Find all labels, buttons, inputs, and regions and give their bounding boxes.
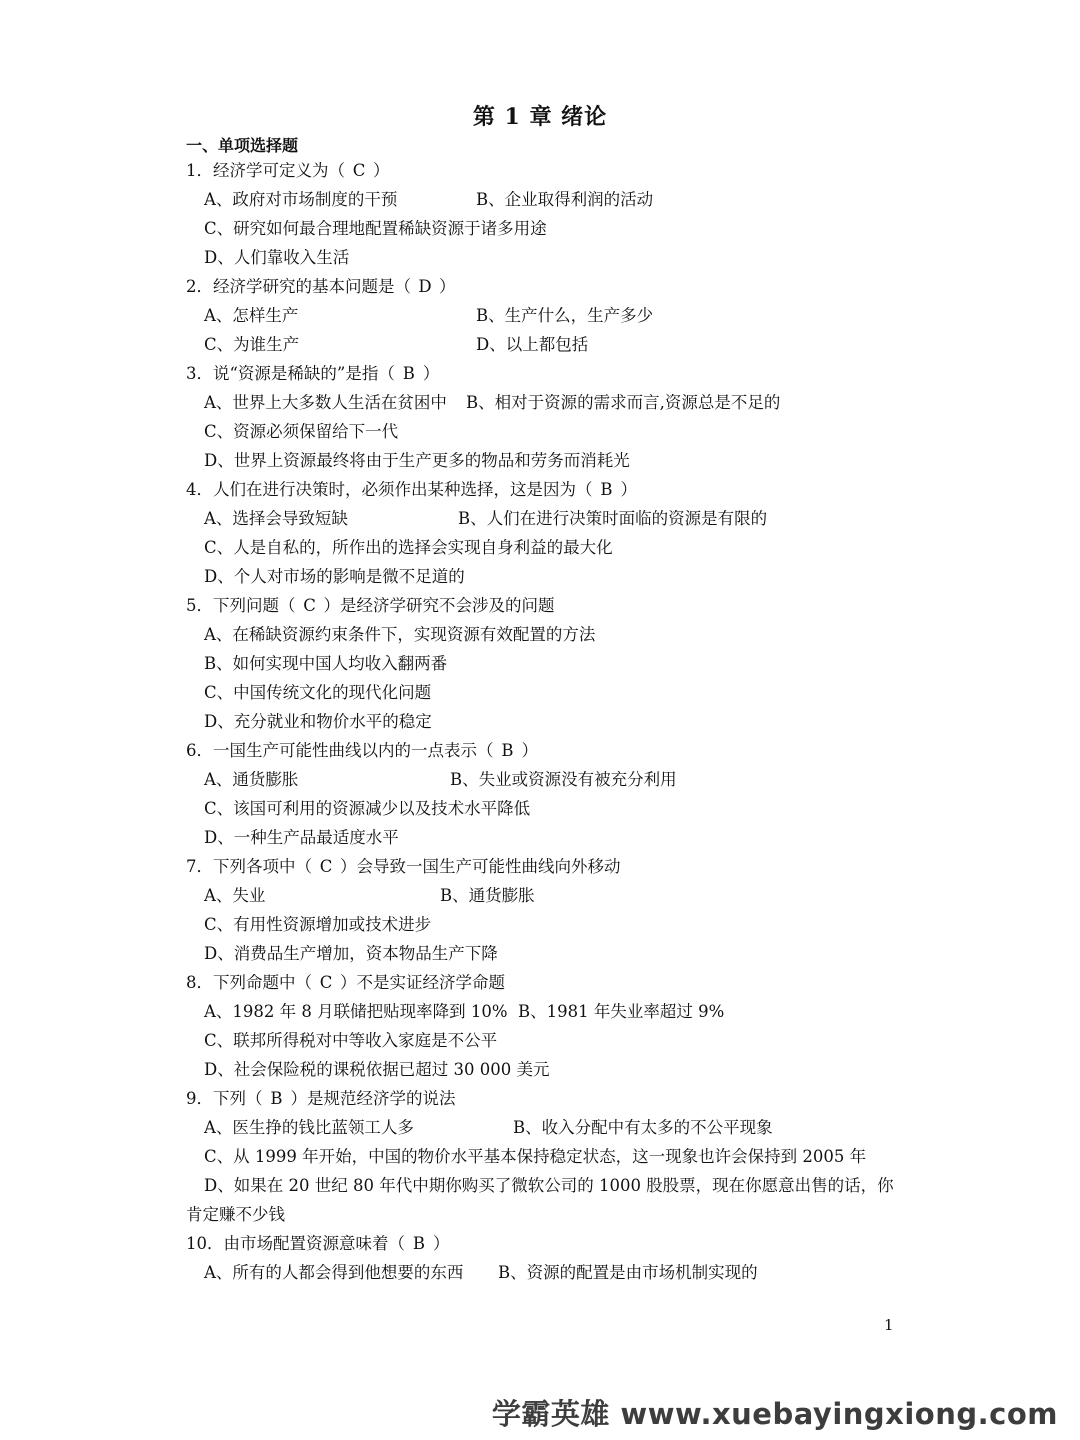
question-stem-suffix: ）	[422, 364, 440, 383]
answer-letter: B	[412, 1234, 426, 1253]
option-text: D、充分就业和物价水平的稳定	[204, 712, 432, 731]
question-stem-prefix: 9．下列（	[186, 1089, 263, 1108]
option-text: A、怎样生产	[204, 306, 299, 325]
option-row	[186, 881, 901, 910]
option-text: C、研究如何最合理地配置稀缺资源于诸多用途	[204, 219, 547, 238]
option-text: A、所有的人都会得到他想要的东西	[204, 1263, 464, 1282]
option-text: A、失业	[204, 886, 266, 905]
option-row	[186, 997, 901, 1026]
option-text: B、人们在进行决策时面临的资源是有限的	[458, 509, 768, 528]
question-stem-suffix: ）	[433, 1234, 450, 1253]
question-item	[186, 736, 901, 852]
option-row	[186, 1113, 901, 1142]
option-text: B、1981 年失业率超过 9%	[518, 1002, 725, 1021]
question-item	[186, 359, 901, 475]
option-text: C、该国可利用的资源减少以及技术水平降低	[204, 799, 531, 818]
option-text: A、在稀缺资源约束条件下，实现资源有效配置的方法	[204, 625, 596, 644]
question-stem-prefix: 3．说“资源是稀缺的”是指（	[186, 364, 395, 383]
option-text: B、生产什么，生产多少	[476, 306, 654, 325]
question-stem-suffix: ）是经济学研究不会涉及的问题	[323, 596, 555, 615]
question-stem-suffix: ）	[373, 161, 390, 180]
option-text: A、选择会导致短缺	[204, 509, 348, 528]
question-stem	[186, 968, 901, 997]
question-stem-suffix: ）	[521, 741, 538, 760]
option-text: D、消费品生产增加，资本物品生产下降	[204, 944, 498, 963]
watermark-logo-text: 学霸英雄 www.xuebayingxiong.com	[491, 1397, 1058, 1431]
question-stem-prefix: 1．经济学可定义为（	[186, 161, 345, 180]
option-text: D、一种生产品最适度水平	[204, 828, 399, 847]
option-text: C、有用性资源增加或技术进步	[204, 915, 432, 934]
option-text: D、世界上资源最终将由于生产更多的物品和劳务而消耗光	[204, 451, 630, 470]
option-text: C、资源必须保留给下一代	[204, 422, 399, 441]
answer-letter: B	[600, 480, 613, 499]
question-stem-prefix: 5．下列问题（	[186, 596, 296, 615]
option-row	[186, 185, 901, 214]
option-text: C、为谁生产	[204, 335, 300, 354]
question-stem-prefix: 4．人们在进行决策时，必须作出某种选择，这是因为（	[186, 480, 593, 499]
option-text: D、以上都包括	[476, 335, 589, 354]
question-item	[186, 968, 901, 1084]
question-stem-suffix: ）是规范经济学的说法	[290, 1089, 456, 1108]
answer-letter: C	[303, 596, 316, 615]
question-stem	[186, 156, 901, 185]
answer-letter: C	[352, 161, 366, 180]
question-stem	[186, 1084, 901, 1113]
question-stem	[186, 359, 901, 388]
option-text: D、个人对市场的影响是微不足道的	[204, 567, 465, 586]
option-text: B、收入分配中有太多的不公平现象	[513, 1118, 773, 1137]
option-text: D、人们靠收入生活	[204, 248, 350, 267]
chapter-title: 第 1 章 绪论	[472, 104, 608, 130]
option-text: A、通货膨胀	[204, 770, 299, 789]
question-stem-prefix: 6．一国生产可能性曲线以内的一点表示（	[186, 741, 494, 760]
question-stem-suffix: ）	[439, 277, 456, 296]
option-text: B、失业或资源没有被充分利用	[450, 770, 677, 789]
option-text: B、通货膨胀	[440, 886, 535, 905]
option-text: A、1982 年 8 月联储把贴现率降到 10%	[204, 1002, 508, 1021]
option-text: B、相对于资源的需求而言,资源总是不足的	[466, 393, 781, 412]
question-stem-prefix: 2．经济学研究的基本问题是（	[186, 277, 411, 296]
question-stem	[186, 272, 901, 301]
answer-letter: D	[418, 277, 432, 296]
option-text: C、人是自私的，所作出的选择会实现自身利益的最大化	[204, 538, 613, 557]
answer-letter: C	[319, 973, 333, 992]
question-stem-prefix: 8．下列命题中（	[186, 973, 312, 992]
page-number: 1	[884, 1316, 894, 1334]
question-item	[186, 1229, 901, 1287]
option-text: A、政府对市场制度的干预	[204, 190, 398, 209]
option-text: B、企业取得利润的活动	[476, 190, 654, 209]
question-stem	[186, 852, 901, 881]
question-item	[186, 475, 901, 591]
option-text: D、社会保险税的课税依据已超过 30 000 美元	[204, 1060, 550, 1079]
option-row	[186, 765, 901, 794]
answer-letter: B	[501, 741, 514, 760]
question-item	[186, 852, 901, 968]
option-row	[186, 330, 901, 359]
question-stem-prefix: 7．下列各项中（	[186, 857, 312, 876]
question-stem	[186, 475, 901, 504]
question-stem	[186, 591, 901, 620]
option-text: B、资源的配置是由市场机制实现的	[498, 1263, 758, 1282]
option-text: C、从 1999 年开始，中国的物价水平基本保持稳定状态，这一现象也许会保持到 2005 年	[204, 1147, 867, 1166]
answer-letter: B	[402, 364, 415, 383]
question-stem	[186, 1229, 901, 1258]
answer-letter: B	[270, 1089, 283, 1108]
option-text: B、如何实现中国人均收入翻两番	[204, 654, 448, 673]
question-stem	[186, 736, 901, 765]
question-list	[186, 156, 901, 1287]
question-stem-suffix: ）	[620, 480, 637, 499]
option-row	[186, 1258, 901, 1287]
answer-letter: C	[319, 857, 333, 876]
question-item	[186, 591, 901, 736]
option-text: A、世界上大多数人生活在贫困中	[204, 393, 447, 412]
option-text: D、如果在 20 世纪 80 年代中期你购买了微软公司的 1000 股股票，现在你愿意出售的话，你肯定赚不少钱	[186, 1176, 894, 1224]
question-item	[186, 272, 901, 359]
section-heading: 一、单项选择题	[186, 136, 299, 155]
question-item	[186, 1084, 901, 1229]
question-stem-prefix: 10．由市场配置资源意味着（	[186, 1234, 405, 1253]
option-row	[186, 301, 901, 330]
question-stem-suffix: ）不是实证经济学命题	[340, 973, 505, 992]
option-text: C、联邦所得税对中等收入家庭是不公平	[204, 1031, 498, 1050]
option-text: A、医生挣的钱比蓝领工人多	[204, 1118, 414, 1137]
option-row	[186, 388, 901, 417]
question-item	[186, 156, 901, 272]
option-text: C、中国传统文化的现代化问题	[204, 683, 432, 702]
option-row	[186, 504, 901, 533]
question-stem-suffix: ）会导致一国生产可能性曲线向外移动	[340, 857, 621, 876]
